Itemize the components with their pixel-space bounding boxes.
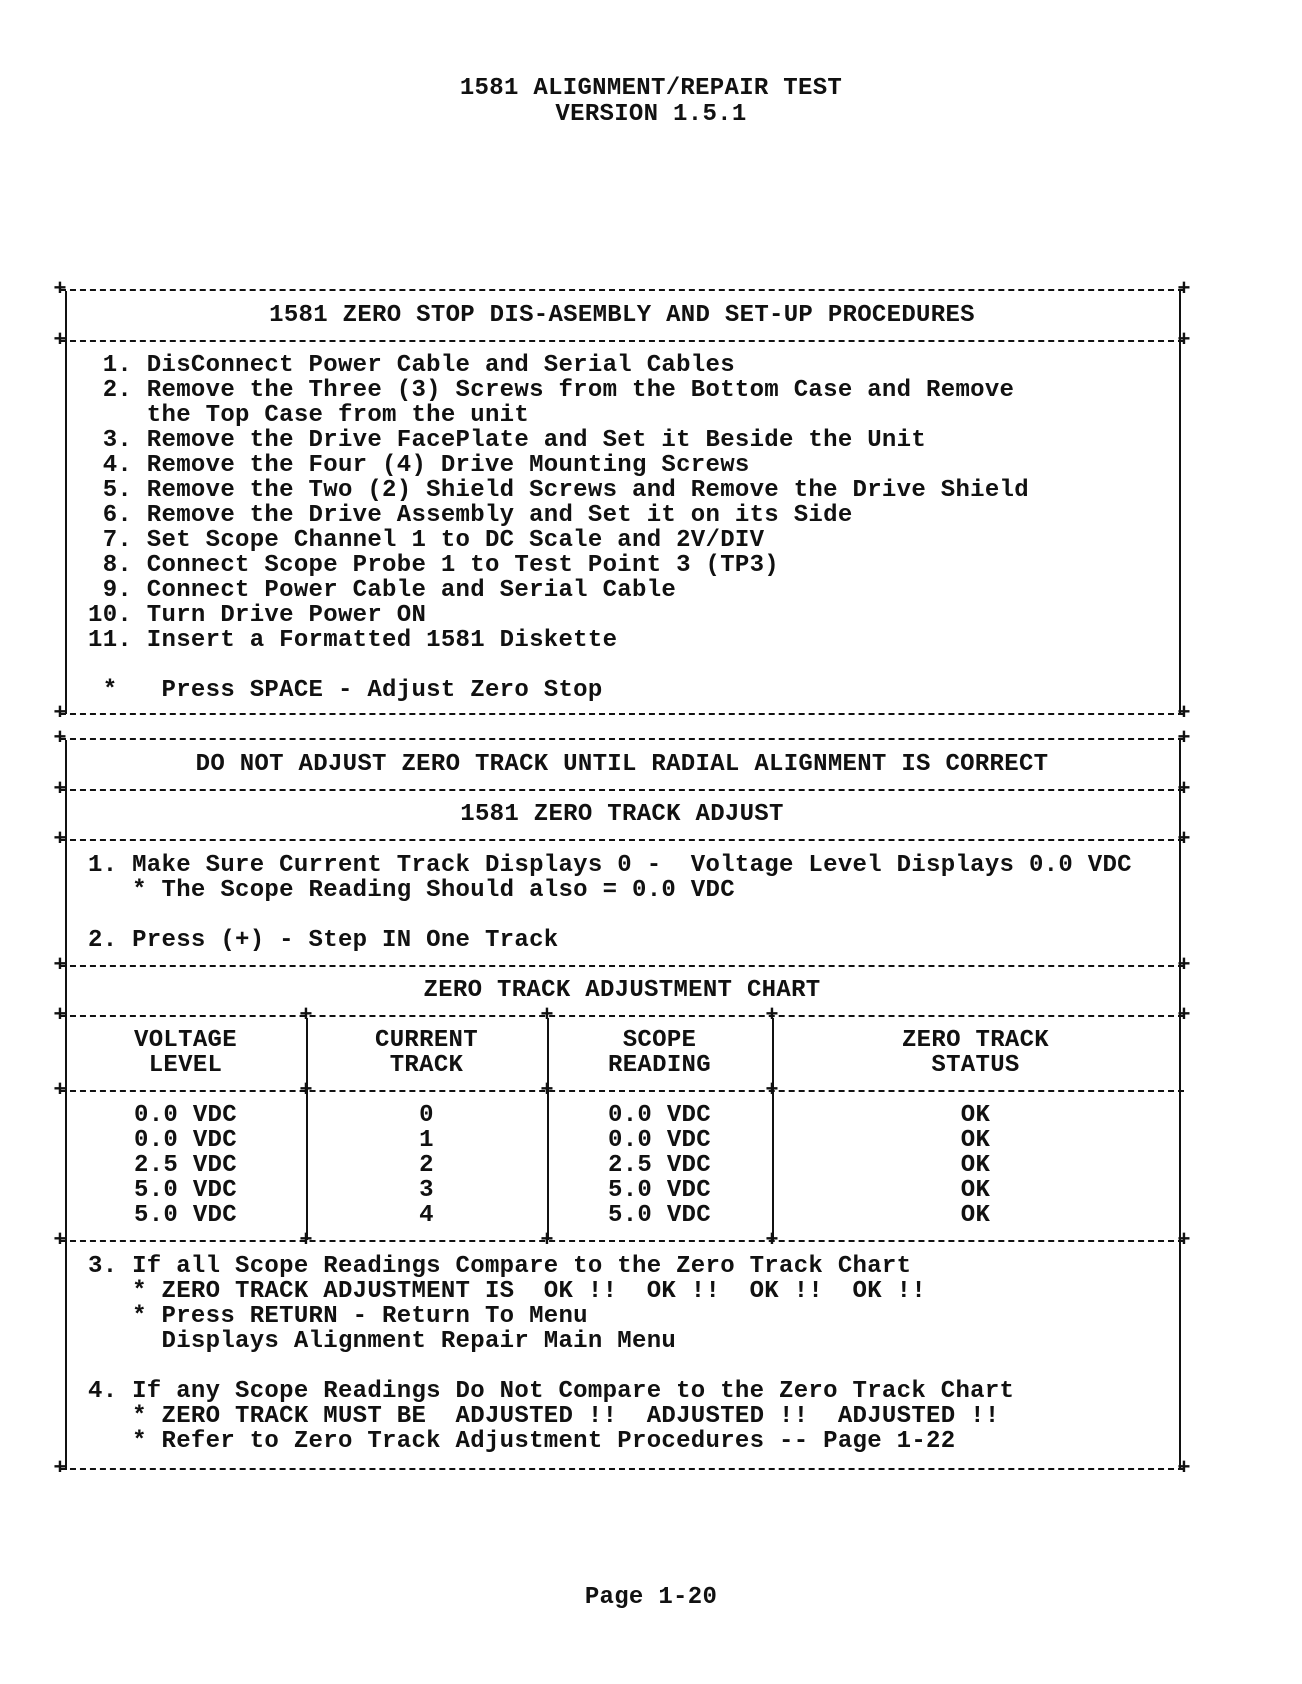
status-cell: OK: [960, 1177, 991, 1204]
step2-line: 2. Press (+) - Step IN One Track: [88, 927, 559, 954]
corner-plus: +: [53, 1456, 67, 1481]
corner-plus: +: [53, 1003, 67, 1028]
corner-plus: +: [540, 1078, 554, 1103]
setup-title-rule: [60, 340, 1184, 342]
setup-step: 7. Set Scope Channel 1 to DC Scale and 2V/DIV: [88, 527, 765, 554]
step4-line: * Refer to Zero Track Adjustment Procedures -- Page 1-22: [88, 1428, 956, 1455]
table-bottom-rule: [60, 1240, 1184, 1242]
document-title: 1581 ALIGNMENT/REPAIR TEST: [459, 75, 843, 102]
status-cell: OK: [960, 1102, 991, 1129]
warning-top-rule: [60, 738, 1184, 740]
setup-step: 10. Turn Drive Power ON: [88, 602, 427, 629]
corner-plus: +: [53, 777, 67, 802]
press-space-note: * Press SPACE - Adjust Zero Stop: [88, 677, 603, 704]
column-header: READING: [608, 1052, 711, 1079]
track-cell: 1: [419, 1127, 434, 1154]
zero-bottom-rule: [60, 1468, 1184, 1470]
column-header: STATUS: [931, 1052, 1020, 1079]
track-cell: 3: [419, 1177, 434, 1204]
corner-plus: +: [53, 1078, 67, 1103]
corner-plus: +: [53, 277, 67, 302]
table-top-rule: [60, 1015, 1184, 1017]
corner-plus: +: [1177, 726, 1191, 751]
track-cell: 2: [419, 1152, 434, 1179]
rule: [60, 965, 1184, 967]
chart-title: ZERO TRACK ADJUSTMENT CHART: [423, 977, 821, 1004]
step3-line: 3. If all Scope Readings Compare to the Zero Track Chart: [88, 1253, 912, 1280]
corner-plus: +: [53, 827, 67, 852]
step3-line: * ZERO TRACK ADJUSTMENT IS OK !! OK !! OK !! OK !!: [88, 1278, 927, 1305]
column-header: ZERO TRACK: [901, 1027, 1050, 1054]
setup-right-border: [1179, 291, 1181, 714]
corner-plus: +: [765, 1228, 779, 1253]
column-header: LEVEL: [148, 1052, 223, 1079]
table-header-rule: [60, 1090, 1184, 1092]
setup-step: 8. Connect Scope Probe 1 to Test Point 3 (TP3): [88, 552, 780, 579]
corner-plus: +: [1177, 777, 1191, 802]
step1-line: 1. Make Sure Current Track Displays 0 - Voltage Level Displays 0.0 VDC: [88, 852, 1132, 879]
step3-line: * Press RETURN - Return To Menu: [88, 1303, 588, 1330]
track-cell: 0: [419, 1102, 434, 1129]
step1-line: * The Scope Reading Should also = 0.0 VDC: [88, 877, 735, 904]
scope-cell: 0.0 VDC: [608, 1102, 711, 1129]
scope-cell: 0.0 VDC: [608, 1127, 711, 1154]
corner-plus: +: [299, 1078, 313, 1103]
column-header: SCOPE: [622, 1027, 697, 1054]
setup-step: 11. Insert a Formatted 1581 Diskette: [88, 627, 618, 654]
setup-title: 1581 ZERO STOP DIS-ASEMBLY AND SET-UP PROCEDURES: [269, 302, 975, 329]
step3-line: Displays Alignment Repair Main Menu: [88, 1328, 677, 1355]
scope-cell: 5.0 VDC: [608, 1202, 711, 1229]
status-cell: OK: [960, 1127, 991, 1154]
corner-plus: +: [1177, 1003, 1191, 1028]
voltage-cell: 0.0 VDC: [134, 1127, 237, 1154]
corner-plus: +: [53, 328, 67, 353]
corner-plus: +: [540, 1003, 554, 1028]
setup-left-border: [65, 291, 67, 714]
setup-step: 3. Remove the Drive FacePlate and Set it Beside the Unit: [88, 427, 927, 454]
corner-plus: +: [53, 701, 67, 726]
column-header: TRACK: [389, 1052, 464, 1079]
corner-plus: +: [1177, 701, 1191, 726]
voltage-cell: 0.0 VDC: [134, 1102, 237, 1129]
radial-warning: DO NOT ADJUST ZERO TRACK UNTIL RADIAL ALIGNMENT IS CORRECT: [195, 751, 1049, 778]
corner-plus: +: [53, 953, 67, 978]
corner-plus: +: [765, 1078, 779, 1103]
corner-plus: +: [299, 1228, 313, 1253]
step4-line: 4. If any Scope Readings Do Not Compare to the Zero Track Chart: [88, 1378, 1015, 1405]
setup-step: 2. Remove the Three (3) Screws from the Bottom Case and Remove: [88, 377, 1015, 404]
setup-step: 4. Remove the Four (4) Drive Mounting Screws: [88, 452, 750, 479]
setup-step: 5. Remove the Two (2) Shield Screws and Remove the Drive Shield: [88, 477, 1029, 504]
scope-cell: 5.0 VDC: [608, 1177, 711, 1204]
scope-cell: 2.5 VDC: [608, 1152, 711, 1179]
corner-plus: +: [53, 726, 67, 751]
corner-plus: +: [1177, 1456, 1191, 1481]
corner-plus: +: [1177, 827, 1191, 852]
page-number: Page 1-20: [584, 1584, 718, 1611]
corner-plus: +: [1177, 328, 1191, 353]
corner-plus: +: [765, 1003, 779, 1028]
setup-step: the Top Case from the unit: [88, 402, 530, 429]
corner-plus: +: [1177, 277, 1191, 302]
setup-top-rule: [60, 289, 1184, 291]
corner-plus: +: [53, 1228, 67, 1253]
corner-plus: +: [1177, 953, 1191, 978]
corner-plus: +: [540, 1228, 554, 1253]
voltage-cell: 5.0 VDC: [134, 1177, 237, 1204]
step4-line: * ZERO TRACK MUST BE ADJUSTED !! ADJUSTED !! ADJUSTED !!: [88, 1403, 1000, 1430]
version-label: VERSION 1.5.1: [555, 101, 747, 128]
setup-step: 9. Connect Power Cable and Serial Cable: [88, 577, 677, 604]
corner-plus: +: [299, 1003, 313, 1028]
setup-bottom-rule: [60, 713, 1184, 715]
rule: [60, 839, 1184, 841]
adjust-title: 1581 ZERO TRACK ADJUST: [460, 801, 784, 828]
setup-step: 1. DisConnect Power Cable and Serial Cables: [88, 352, 735, 379]
rule: [60, 789, 1184, 791]
setup-step: 6. Remove the Drive Assembly and Set it on its Side: [88, 502, 853, 529]
voltage-cell: 5.0 VDC: [134, 1202, 237, 1229]
status-cell: OK: [960, 1202, 991, 1229]
column-header: CURRENT: [375, 1027, 478, 1054]
corner-plus: +: [1177, 1228, 1191, 1253]
track-cell: 4: [419, 1202, 434, 1229]
column-header: VOLTAGE: [134, 1027, 237, 1054]
status-cell: OK: [960, 1152, 991, 1179]
voltage-cell: 2.5 VDC: [134, 1152, 237, 1179]
